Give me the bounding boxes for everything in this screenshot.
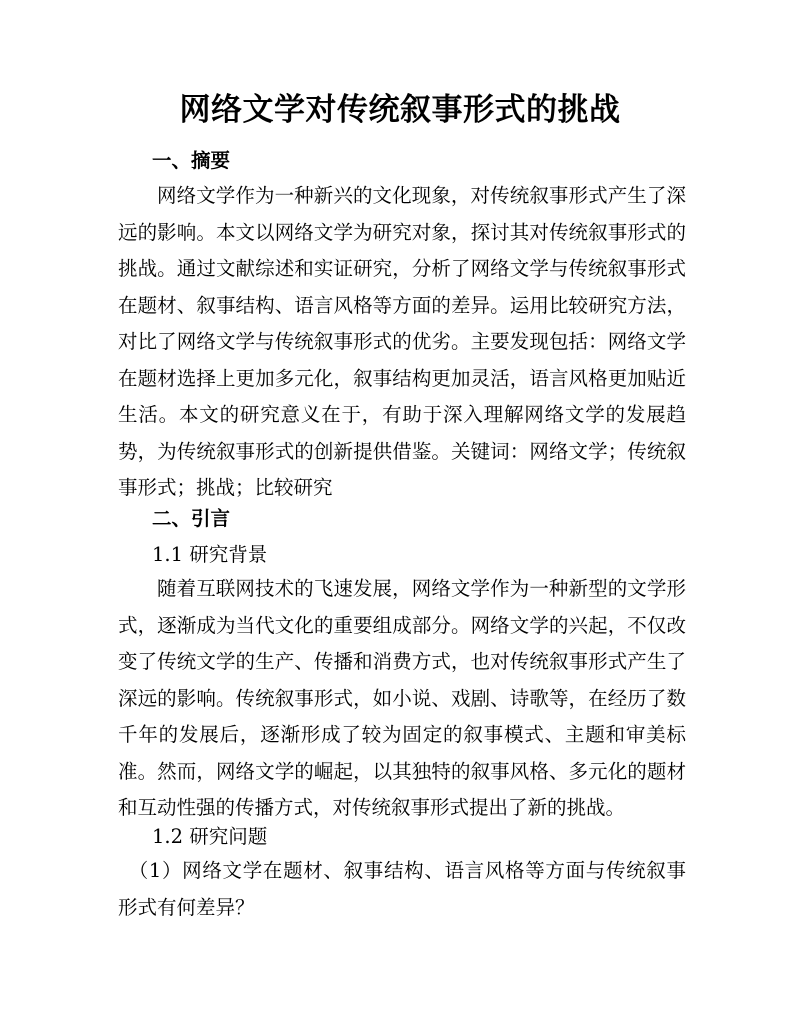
research-questions-heading: 1.2 研究问题 <box>152 825 268 848</box>
research-question-1: （1）网络文学在题材、叙事结构、语言风格等方面与传统叙事形式有何差异？ <box>118 859 686 919</box>
research-background-paragraph: 随着互联网技术的飞速发展，网络文学作为一种新型的文学形式，逐渐成为当代文化的重要组成部分。网络文学的兴起，不仅改变了传统文学的生产、传播和消费方式，也对传统叙事形式产生了深远的影响。传统叙事形式，如小说、戏剧、诗歌等，在经历了数千年的发展后，逐渐形成了较为固定的叙事模式、主题和审美标准。然而，网络文学的崛起，以其独特的叙事风格、多元化的题材和互动性强的传播方式，对传统叙事形式提出了新的挑战。 <box>118 577 686 819</box>
abstract-paragraph: 网络文学作为一种新兴的文化现象，对传统叙事形式产生了深远的影响。本文以网络文学为研究对象，探讨其对传统叙事形式的挑战。通过文献综述和实证研究，分析了网络文学与传统叙事形式在题材、叙事结构、语言风格等方面的差异。运用比较研究方法，对比了网络文学与传统叙事形式的优劣。主要发现包括：网络文学在题材选择上更加多元化，叙事结构更加灵活，语言风格更加贴近生活。本文的研究意义在于，有助于深入理解网络文学的发展趋势，为传统叙事形式的创新提供借鉴。关键词：网络文学；传统叙事形式；挑战；比较研究 <box>118 184 686 499</box>
research-background-heading: 1.1 研究背景 <box>152 543 268 566</box>
abstract-heading: 一、摘要 <box>152 149 231 172</box>
introduction-heading: 二、引言 <box>152 507 231 530</box>
document-title: 网络文学对传统叙事形式的挑战 <box>179 92 621 128</box>
